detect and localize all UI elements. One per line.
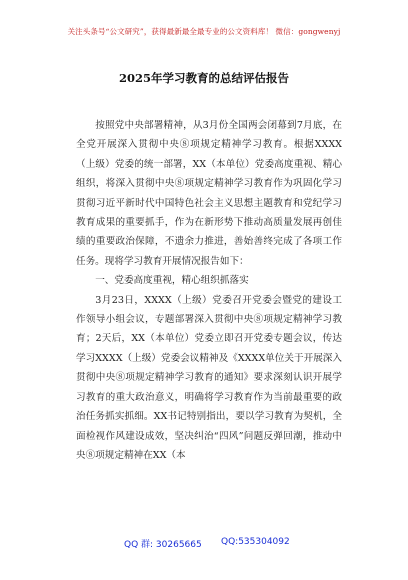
section-heading-1: 一、党委高度重视，精心组织抓落实	[95, 275, 249, 287]
header-promo-note: 关注头条号“公文研究”，获得最新最全最专业的公文资料库！ 微信：gongwenyj	[67, 27, 341, 36]
paragraph-section-1: 3月23日，XXXX（上级）党委召开党委会暨党的建设工作领导小组会议，专题部署深入贯彻中央⑧项规定精神学习教育；2天后，XX（本单位）党委立即召开党委专题会议，传达学习XXXX（上级）党委会议精神及《XXXX单位关于开展深入贯彻中央⑧项规定精神学习教育的通知》要求深刻认识开展学习教育的重大政治意义，明确将学习教育作为当前最重要的政治任务抓实抓细。XX书记特别指出，要以学习教育为契机，全面检视作风建设成效，坚决纠治“四风”问题反弹回潮，推动中央⑧项规定精神在XX（本	[76, 294, 342, 461]
document-body	[76, 116, 342, 465]
footer-qq-group: QQ 群: 30265665	[124, 540, 202, 550]
footer-qq-number: QQ:535304092	[221, 537, 290, 547]
paragraph-intro: 按照党中央部署精神，从3月份全国两会闭幕到7月底，在全党开展深入贯彻中央⑧项规定精神学习教育。根据XXXX（上级）党委的统一部署，XX（本单位）党委高度重视、精心组织，将深入贯彻中央⑧项规定精神学习教育作为巩固化学习贯彻习近平新时代中国特色社会主义思想主题教育和党纪学习教育成果的重要抓手，作为在新形势下推动高质量发展再创佳绩的重要政治保障，不遗余力推进，善始善终完成了各项工作任务。现将学习教育开展情况报告如下：	[76, 120, 342, 267]
document-title: 2025年学习教育的总结评估报告	[118, 71, 289, 85]
